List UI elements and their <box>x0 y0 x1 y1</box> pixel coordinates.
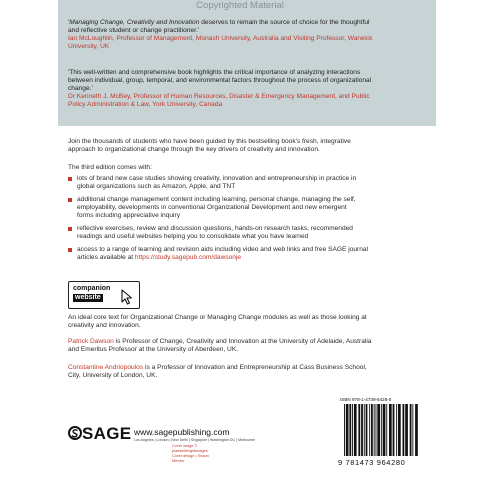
isbn-digits: 9 781473 964280 <box>338 458 406 467</box>
review-1 <box>68 19 428 51</box>
edition-heading: The third edition comes with: <box>68 164 152 171</box>
review-2-quote-line-1: 'This well-written and comprehensive book highlights the critical importance of analyzing interactions <box>68 69 361 76</box>
core-text-paragraph: An ideal core text for Organizational Change or Managing Change modules as well as those looking at creativity and innovation. <box>68 314 367 329</box>
intro-paragraph: Join the thousands of students who have been guided by this bestselling book's fresh, integrative approach to organizational change through the key drivers of creativity and innovation. <box>68 138 351 153</box>
author-name: Patrick Dawson <box>68 338 114 345</box>
sage-logo: SAGE <box>68 424 131 444</box>
bullet-square-icon <box>68 227 72 231</box>
barcode-bars <box>338 404 432 458</box>
publisher-cities: Los Angeles | London | New Delhi | Singapore | Washington DC | Melbourne <box>134 438 256 442</box>
companion-website-badge: companion website <box>68 281 140 309</box>
bullet-square-icon <box>68 198 72 202</box>
review-1-quote: 'Managing Change, Creativity and Innovation deserves to remain the source of choice for the thoughtful <box>68 19 370 26</box>
author-bio-andriopoulos: Constantine Andriopoulos is a Professor of Innovation and Entrepreneurship at Cass Business School, City, University of London, UK. <box>68 364 367 379</box>
review-2-attribution-line-2: Policy Administration & Law, York University, Canada <box>68 101 223 108</box>
review-1-attribution: Ian McLoughlin, Professor of Management, Monash University, Australia and Visiting Professor, Warwick <box>68 35 373 42</box>
review-2 <box>68 69 428 109</box>
author-name: Constantine Andriopoulos <box>68 364 144 371</box>
cover-credits: Cover image © plainkeller/getimages Cover design • Shaun Mercier <box>172 444 209 463</box>
author-bio-dawson: Patrick Dawson is Professor of Change, Creativity and Innovation at the University of Adelaide, Australia and Emeritus Professor at the University of Aberdeen, UK. <box>68 338 372 353</box>
review-2-quote-line-3: change.' <box>68 85 93 92</box>
feature-list <box>68 175 428 267</box>
list-item: additional change management content including learning, personal change, managing the self, employability, developments in conventional Organizational Development and new emergent forms including appreciative inquiry <box>68 196 428 220</box>
review-2-quote-line-2: between individual, group, temporal, and environmental factors throughout the process of organizational <box>68 77 372 84</box>
isbn-barcode <box>338 397 432 467</box>
cursor-arrow-icon <box>121 289 135 305</box>
list-item: reflective exercises, review and discussion questions, hands-on research tasks, recommended readings and useful websites helping you to consolidate what you have learned <box>68 225 428 241</box>
sage-logo-mark-icon <box>68 426 82 440</box>
publisher-url[interactable]: www.sagepublishing.com <box>134 427 230 437</box>
publisher-block <box>68 424 256 464</box>
bullet-square-icon <box>68 248 72 252</box>
companion-site-link[interactable]: https://study.sagepub.com/dawsonje <box>134 254 242 261</box>
list-item: access to a range of learning and revision aids including video and web links and free SAGE journal articles available at https://study.sagepub.com/dawsonje <box>68 246 428 262</box>
list-item: lots of brand new case studies showing creativity, innovation and entrepreneurship in practice in global organizations such as Amazon, Apple, and TNT <box>68 175 428 191</box>
bullet-square-icon <box>68 177 72 181</box>
review-1-attribution-line-2: University, UK <box>68 43 110 50</box>
review-1-quote-line-2: and reflective student or change practitioner.' <box>68 27 200 34</box>
watermark: Copyrighted Material <box>196 0 284 11</box>
review-2-attribution: Dr Kenneth J. McBey, Professor of Human Resources, Disaster & Emergency Management, and Public <box>68 93 370 100</box>
isbn-label: ISBN 978-1-4739-6428-0 <box>340 397 392 402</box>
